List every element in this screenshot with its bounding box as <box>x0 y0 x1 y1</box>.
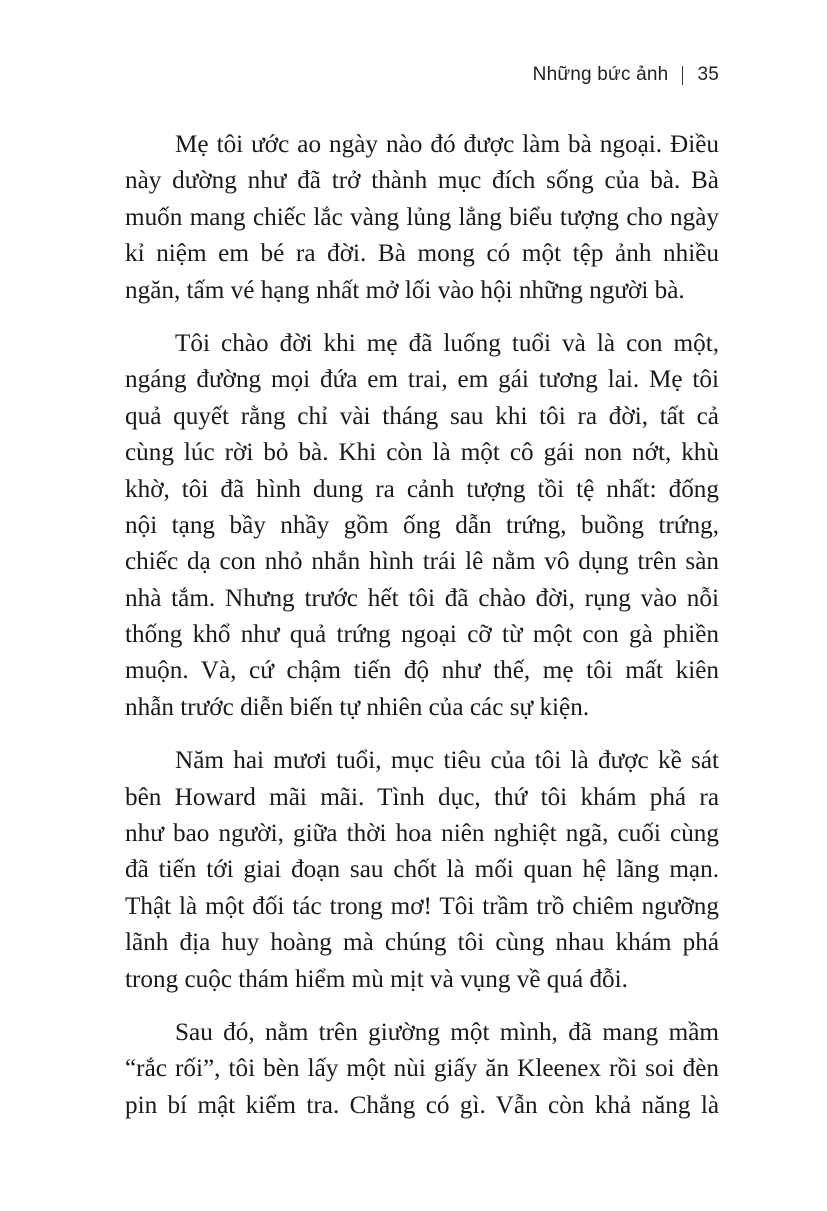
text-line: muộn. Và, cứ chậm tiến độ như thế, mẹ tôi mất kiên <box>125 657 719 685</box>
text-line: ngăn, tấm vé hạng nhất mở lối vào hội những người bà. <box>125 276 685 304</box>
running-head <box>533 64 719 86</box>
text-line: lãnh địa huy hoàng mà chúng tôi cùng nhau khám phá <box>125 929 719 957</box>
paragraph <box>125 127 719 309</box>
text-line: Năm hai mươi tuổi, mục tiêu của tôi là được kề sát <box>175 747 719 775</box>
text-line: trong cuộc thám hiểm mù mịt và vụng về quá đỗi. <box>125 965 628 993</box>
text-line: Tôi chào đời khi mẹ đã luống tuổi và là con một, <box>175 329 719 357</box>
text-line: bên Howard mãi mãi. Tình dục, thứ tôi khám phá ra <box>125 783 719 811</box>
text-line: ngáng đường mọi đứa em trai, em gái tương lai. Mẹ tôi <box>125 366 719 394</box>
text-line: muốn mang chiếc lắc vàng lủng lẳng biểu tượng cho ngày <box>125 203 719 231</box>
chapter-title: Những bức ảnh <box>532 64 669 85</box>
text-line: chiếc dạ con nhỏ nhắn hình trái lê nằm vô dụng trên sàn <box>125 548 719 576</box>
text-line: Sau đó, nằm trên giường một mình, đã mang mầm <box>175 1018 719 1046</box>
text-line: Thật là một đối tác trong mơ! Tôi trầm trồ chiêm ngưỡng <box>125 892 719 920</box>
text-line: “rắc rối”, tôi bèn lấy một nùi giấy ăn Kleenex rồi soi đèn <box>125 1055 719 1083</box>
header-separator <box>682 66 683 85</box>
text-line: Mẹ tôi ước ao ngày nào đó được làm bà ngoại. Điều <box>175 131 719 158</box>
text-line: nhẫn trước diễn biến tự nhiên của các sự kiện. <box>125 693 590 721</box>
text-line: này dường như đã trở thành mục đích sống của bà. Bà <box>125 167 719 195</box>
text-line: kỉ niệm em bé ra đời. Bà mong có một tệp ảnh nhiều <box>125 240 719 268</box>
text-line: nội tạng bầy nhầy gồm ống dẫn trứng, buồng trứng, <box>125 511 719 539</box>
text-line: thống khổ như quả trứng ngoại cỡ từ một con gà phiền <box>125 621 719 649</box>
text-line: đã tiến tới giai đoạn sau chốt là mối quan hệ lãng mạn. <box>125 856 719 884</box>
text-line: quả quyết rằng chỉ vài tháng sau khi tôi ra đời, tất cả <box>125 402 719 430</box>
paragraph <box>125 743 719 998</box>
body-text <box>125 127 719 1141</box>
text-line: khờ, tôi đã hình dung ra cảnh tượng tồi tệ nhất: đống <box>125 475 719 503</box>
text-line: pin bí mật kiểm tra. Chẳng có gì. Vẫn còn khả năng là <box>125 1091 719 1119</box>
text-line: cùng lúc rời bỏ bà. Khi còn là một cô gái non nớt, khù <box>125 439 719 467</box>
paragraph <box>125 326 719 726</box>
text-line: như bao người, giữa thời hoa niên nghiệt ngã, cuối cùng <box>125 820 719 848</box>
text-line: nhà tắm. Nhưng trước hết tôi đã chào đời, rụng vào nỗi <box>125 584 719 612</box>
page-number: 35 <box>697 64 719 85</box>
paragraph <box>125 1015 719 1124</box>
